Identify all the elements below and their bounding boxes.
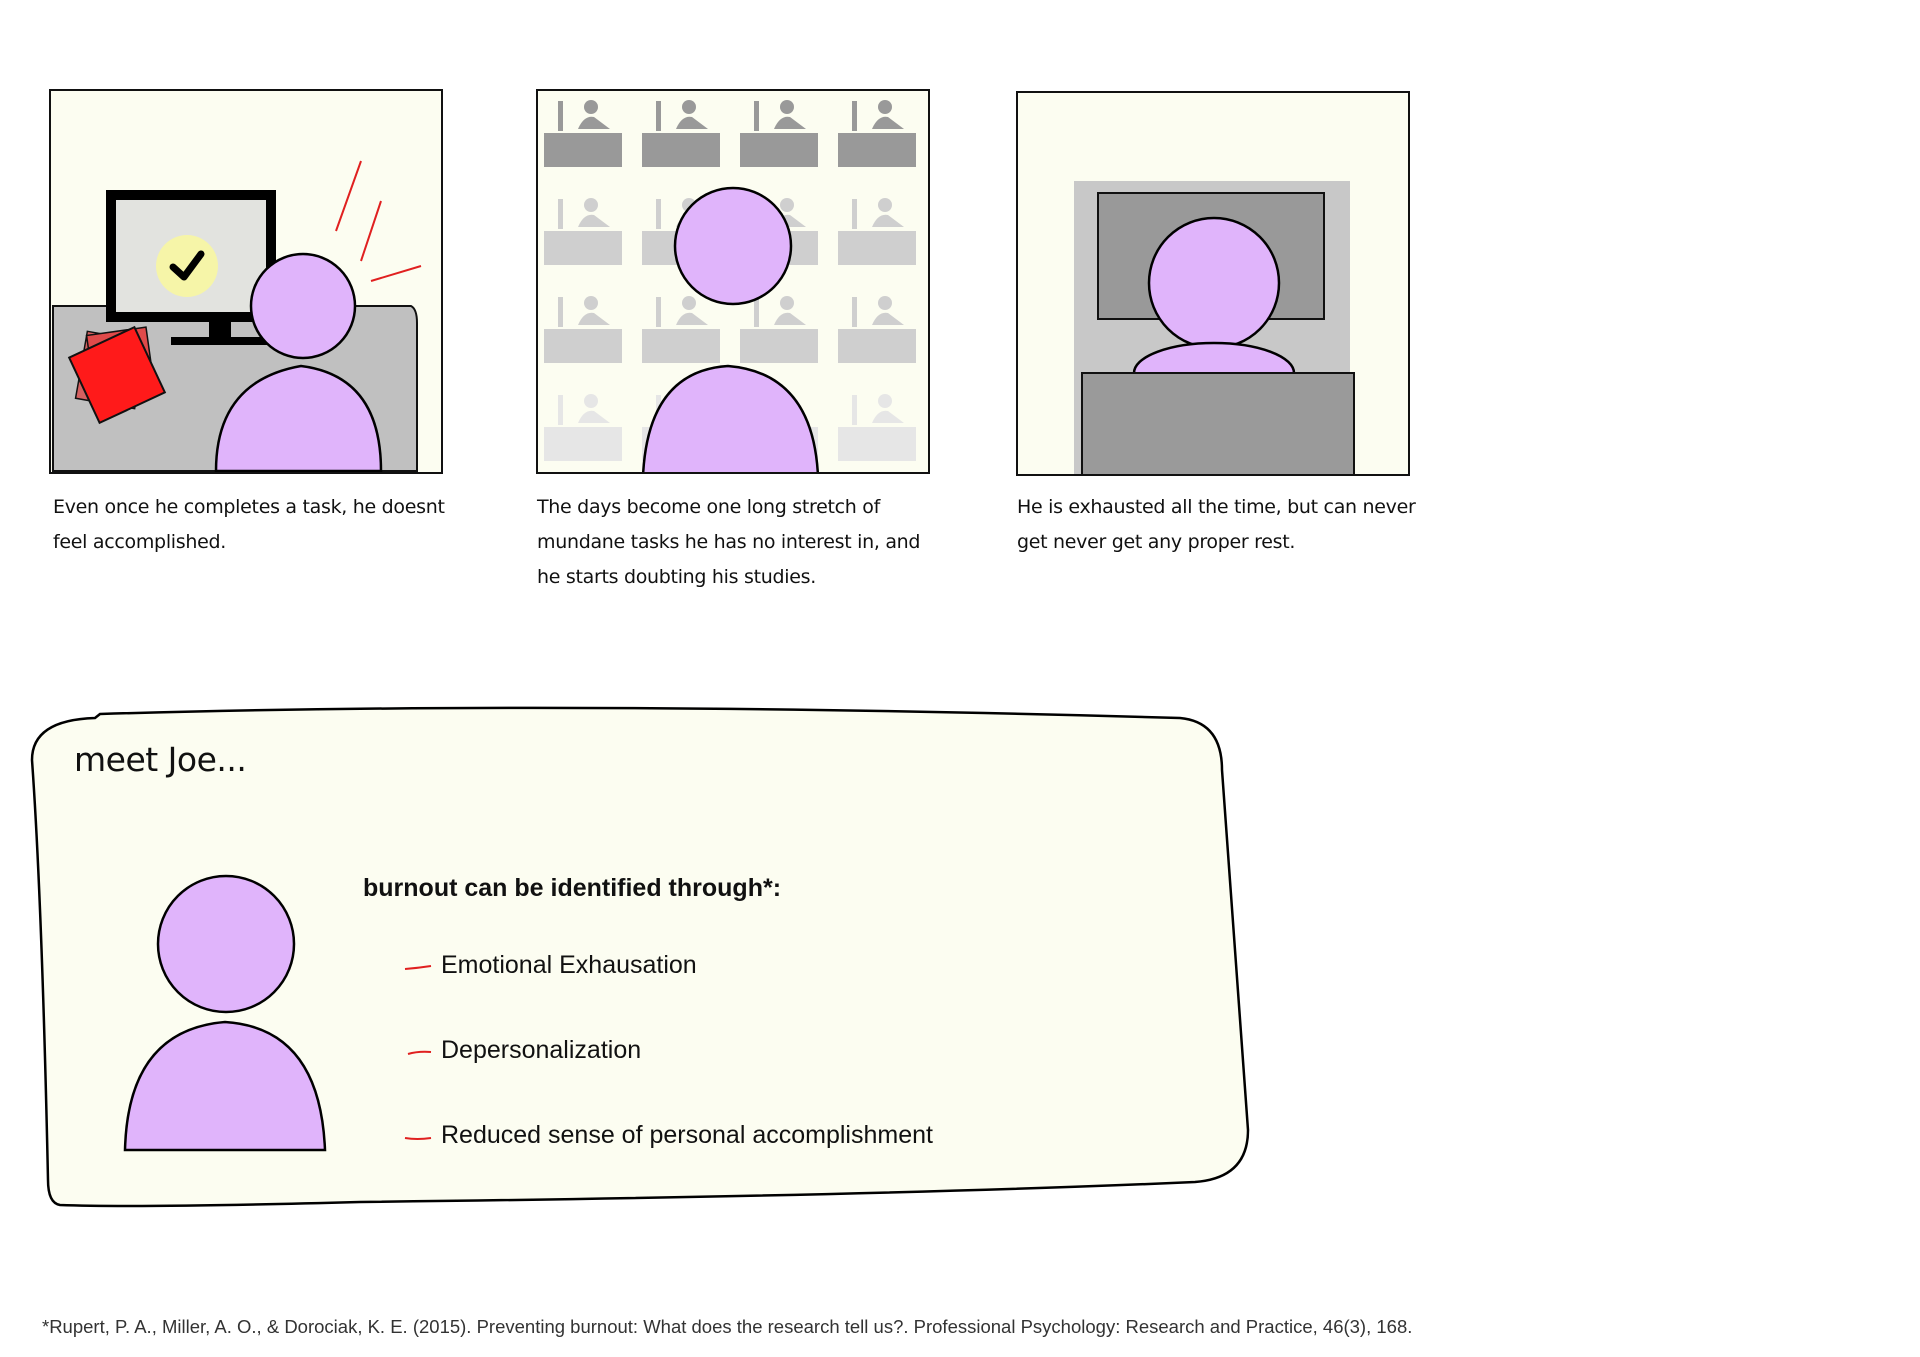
caption-line: The days become one long stretch of: [537, 496, 880, 518]
caption-line: get never get any proper rest.: [1017, 531, 1296, 553]
caption-line: He is exhausted all the time, but can never: [1017, 496, 1416, 518]
burnout-heading: burnout can be identified through*:: [363, 874, 782, 902]
caption-line: he starts doubting his studies.: [537, 566, 816, 588]
caption-line: feel accomplished.: [53, 531, 227, 553]
burnout-item-label: Depersonalization: [441, 1036, 642, 1064]
caption-line: Even once he completes a task, he doesnt: [53, 496, 445, 518]
caption-line: mundane tasks he has no interest in, and: [537, 531, 921, 553]
burnout-item-label: Reduced sense of personal accomplishment: [441, 1121, 933, 1149]
red-dash-icon: [403, 1048, 433, 1058]
citation: *Rupert, P. A., Miller, A. O., & Dorociak, K. E. (2015). Preventing burnout: What does the research tell us?. Professional Psychology: Research and Practice, 46(3), 168.: [42, 1316, 1413, 1337]
red-dash-icon: [403, 963, 433, 973]
red-dash-icon: [403, 1133, 433, 1143]
card-title: meet Joe...: [74, 740, 247, 779]
burnout-item-label: Emotional Exhausation: [441, 951, 697, 979]
